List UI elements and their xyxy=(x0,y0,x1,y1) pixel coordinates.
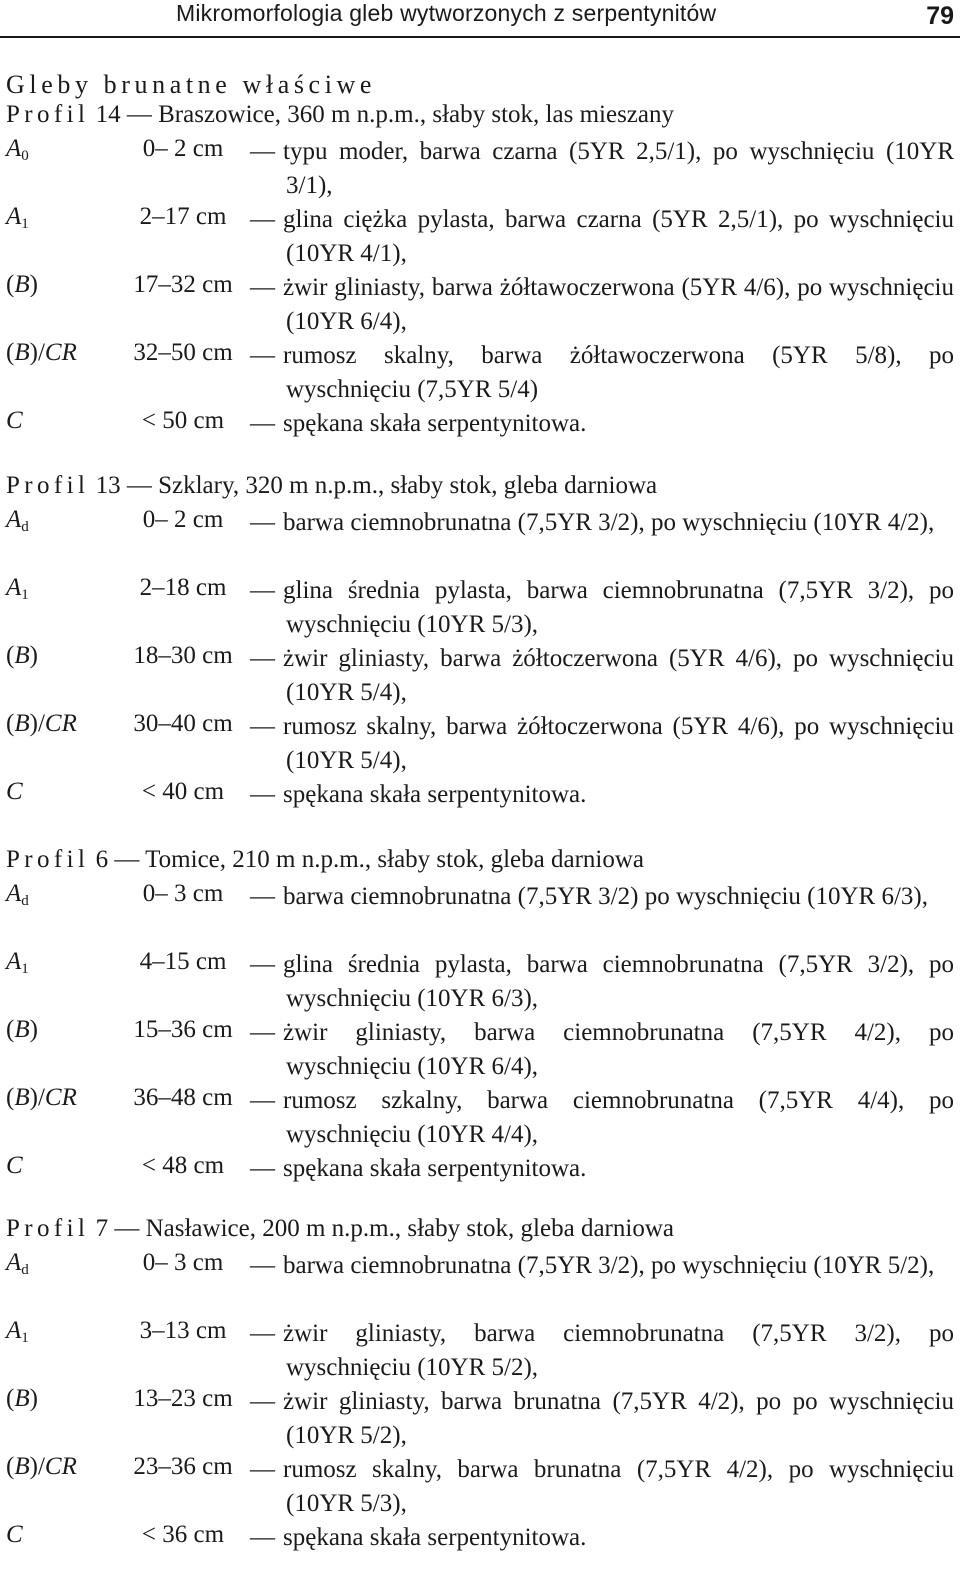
horizon-description: — spękana skała serpentynitowa. xyxy=(250,1155,587,1182)
horizon-row xyxy=(0,1385,960,1453)
horizon-symbol: C xyxy=(6,1521,23,1548)
horizon-description: — żwir gliniasty, barwa żółtawoczerwona (5YR 4/6), po wyschnięciu (10YR 6/4), xyxy=(250,274,954,335)
horizon-symbol: (B)/CR xyxy=(6,710,77,737)
horizon-description: — rumosz skalny, barwa żółtawoczerwona (5YR 5/8), po wyschnięciu (7,5YR 5/4) xyxy=(250,342,954,403)
horizon-row xyxy=(0,574,960,642)
horizon-symbol: $A_1$ xyxy=(6,948,29,977)
horizon-symbol: $A_1$ xyxy=(6,1317,29,1346)
horizon-description: — glina średnia pylasta, barwa ciemnobrunatna (7,5YR 3/2), po wyschnięciu (10YR 5/3), xyxy=(250,577,954,638)
horizon-symbol: C xyxy=(6,407,23,434)
em-dash: — xyxy=(250,577,275,604)
profile-heading-text: 14 — Braszowice, 360 m n.p.m., słaby stok, las mieszany xyxy=(89,101,674,128)
horizon-depth: 32–50 cm xyxy=(133,339,233,366)
horizon-symbol: (B) xyxy=(6,1385,38,1412)
horizon-depth: 15–36 cm xyxy=(133,1016,233,1043)
horizon-depth: < 36 cm xyxy=(141,1521,225,1548)
profile-heading-text: 7 — Nasławice, 200 m n.p.m., słaby stok, gleba darniowa xyxy=(89,1215,674,1242)
horizon-row xyxy=(0,642,960,710)
horizon-description: — spękana skała serpentynitowa. xyxy=(250,781,587,808)
em-dash: — xyxy=(250,410,275,437)
running-title: Mikromorfologia gleb wytworzonych z serpentynitów xyxy=(176,0,717,26)
horizon-depth: 23–36 cm xyxy=(133,1453,233,1480)
horizon-depth: 2–18 cm xyxy=(139,574,227,601)
horizon-row xyxy=(0,778,960,846)
horizon-symbol: (B) xyxy=(6,1016,38,1043)
horizon-symbol: (B)/CR xyxy=(6,339,77,366)
horizon-depth: 2–17 cm xyxy=(139,203,227,230)
horizon-depth: 30–40 cm xyxy=(133,710,233,737)
horizon-description: — żwir gliniasty, barwa ciemnobrunatna (7,5YR 3/2), po wyschnięciu (10YR 5/2), xyxy=(250,1320,954,1381)
em-dash: — xyxy=(250,1388,275,1415)
em-dash: — xyxy=(250,645,275,672)
horizon-row xyxy=(0,1249,960,1317)
horizon-symbol: C xyxy=(6,778,23,805)
horizon-depth: 3–13 cm xyxy=(139,1317,227,1344)
horizon-symbol: (B) xyxy=(6,642,38,669)
profile-title xyxy=(6,1215,674,1243)
horizon-symbol: (B)/CR xyxy=(6,1453,77,1480)
horizon-symbol: $A_d$ xyxy=(6,1249,29,1278)
horizon-description: — spękana skała serpentynitowa. xyxy=(250,410,587,437)
horizon-description: — barwa ciemnobrunatna (7,5YR 3/2), po wyschnięciu (10YR 5/2), xyxy=(250,1252,935,1279)
profile-title xyxy=(6,472,657,500)
profile-label: Profil xyxy=(6,846,90,873)
em-dash: — xyxy=(250,206,275,233)
horizon-row xyxy=(0,1317,960,1385)
profile-heading-text: 13 — Szklary, 320 m n.p.m., słaby stok, gleba darniowa xyxy=(89,472,658,499)
profile-title xyxy=(6,101,674,129)
profile-label: Profil xyxy=(6,101,90,128)
horizon-depth: 18–30 cm xyxy=(133,642,233,669)
profile-title xyxy=(6,846,644,874)
horizon-row xyxy=(0,271,960,339)
profile-label: Profil xyxy=(6,472,90,499)
horizon-row xyxy=(0,135,960,203)
horizon-row xyxy=(0,407,960,475)
horizon-description: — typu moder, barwa czarna (5YR 2,5/1), po wyschnięciu (10YR 3/1), xyxy=(250,138,954,199)
horizon-depth: 0– 2 cm xyxy=(142,135,224,162)
em-dash: — xyxy=(250,1456,275,1483)
em-dash: — xyxy=(250,713,275,740)
horizon-depth: 0– 2 cm xyxy=(142,506,224,533)
horizon-row xyxy=(0,203,960,271)
horizon-symbol: $A_1$ xyxy=(6,574,29,603)
em-dash: — xyxy=(250,509,275,536)
horizon-description: — żwir gliniasty, barwa żółtoczerwona (5YR 4/6), po wyschnięciu (10YR 5/4), xyxy=(250,645,954,706)
horizon-description: — barwa ciemnobrunatna (7,5YR 3/2), po wyschnięciu (10YR 4/2), xyxy=(250,509,935,536)
horizon-description: — glina średnia pylasta, barwa ciemnobrunatna (7,5YR 3/2), po wyschnięciu (10YR 6/3), xyxy=(250,951,954,1012)
horizon-row xyxy=(0,1152,960,1220)
horizon-depth: 0– 3 cm xyxy=(142,880,224,907)
em-dash: — xyxy=(250,1087,275,1114)
horizon-row xyxy=(0,1453,960,1521)
horizon-symbol: $A_0$ xyxy=(6,135,29,164)
horizon-symbol: (B) xyxy=(6,271,38,298)
em-dash: — xyxy=(250,138,275,165)
horizon-description: — glina ciężka pylasta, barwa czarna (5YR 2,5/1), po wyschnięciu (10YR 4/1), xyxy=(250,206,954,267)
horizon-depth: < 40 cm xyxy=(141,778,225,805)
horizon-description: — żwir gliniasty, barwa brunatna (7,5YR 4/2), po po wyschnięciu (10YR 5/2), xyxy=(250,1388,954,1449)
horizon-symbol: C xyxy=(6,1152,23,1179)
profile-heading-text: 6 — Tomice, 210 m n.p.m., słaby stok, gleba darniowa xyxy=(89,846,645,873)
horizon-depth: < 50 cm xyxy=(141,407,225,434)
horizon-row xyxy=(0,948,960,1016)
horizon-description: — rumosz skalny, barwa żółtoczerwona (5YR 4/6), po wyschnięciu (10YR 5/4), xyxy=(250,713,954,774)
page-number: 79 xyxy=(926,2,954,30)
horizon-description: — spękana skała serpentynitowa. xyxy=(250,1524,587,1551)
em-dash: — xyxy=(250,1019,275,1046)
horizon-row xyxy=(0,1084,960,1152)
horizon-description: — żwir gliniasty, barwa ciemnobrunatna (7,5YR 4/2), po wyschnięciu (10YR 6/4), xyxy=(250,1019,954,1080)
em-dash: — xyxy=(250,274,275,301)
section-title: Gleby brunatne właściwe xyxy=(6,70,377,99)
em-dash: — xyxy=(250,951,275,978)
em-dash: — xyxy=(250,781,275,808)
horizon-description: — rumosz skalny, barwa brunatna (7,5YR 4/2), po wyschnięciu (10YR 5/3), xyxy=(250,1456,954,1517)
em-dash: — xyxy=(250,1320,275,1347)
horizon-row xyxy=(0,506,960,574)
horizon-symbol: $A_d$ xyxy=(6,506,29,535)
horizon-depth: 4–15 cm xyxy=(139,948,227,975)
horizon-symbol: (B)/CR xyxy=(6,1084,77,1111)
horizon-row xyxy=(0,1521,960,1589)
horizon-row xyxy=(0,1016,960,1084)
em-dash: — xyxy=(250,1524,275,1551)
horizon-row xyxy=(0,880,960,948)
em-dash: — xyxy=(250,1155,275,1182)
horizon-row xyxy=(0,710,960,778)
horizon-depth: < 48 cm xyxy=(141,1152,225,1179)
horizon-depth: 17–32 cm xyxy=(133,271,233,298)
horizon-row xyxy=(0,339,960,407)
em-dash: — xyxy=(250,883,275,910)
page-header xyxy=(0,0,960,38)
horizon-depth: 36–48 cm xyxy=(133,1084,233,1111)
horizon-symbol: $A_1$ xyxy=(6,203,29,232)
em-dash: — xyxy=(250,1252,275,1279)
horizon-depth: 0– 3 cm xyxy=(142,1249,224,1276)
horizon-symbol: $A_d$ xyxy=(6,880,29,909)
profile-label: Profil xyxy=(6,1215,90,1242)
horizon-description: — rumosz szkalny, barwa ciemnobrunatna (7,5YR 4/4), po wyschnięciu (10YR 4/4), xyxy=(250,1087,954,1148)
horizon-depth: 13–23 cm xyxy=(133,1385,233,1412)
em-dash: — xyxy=(250,342,275,369)
horizon-description: — barwa ciemnobrunatna (7,5YR 3/2) po wyschnięciu (10YR 6/3), xyxy=(250,883,928,910)
